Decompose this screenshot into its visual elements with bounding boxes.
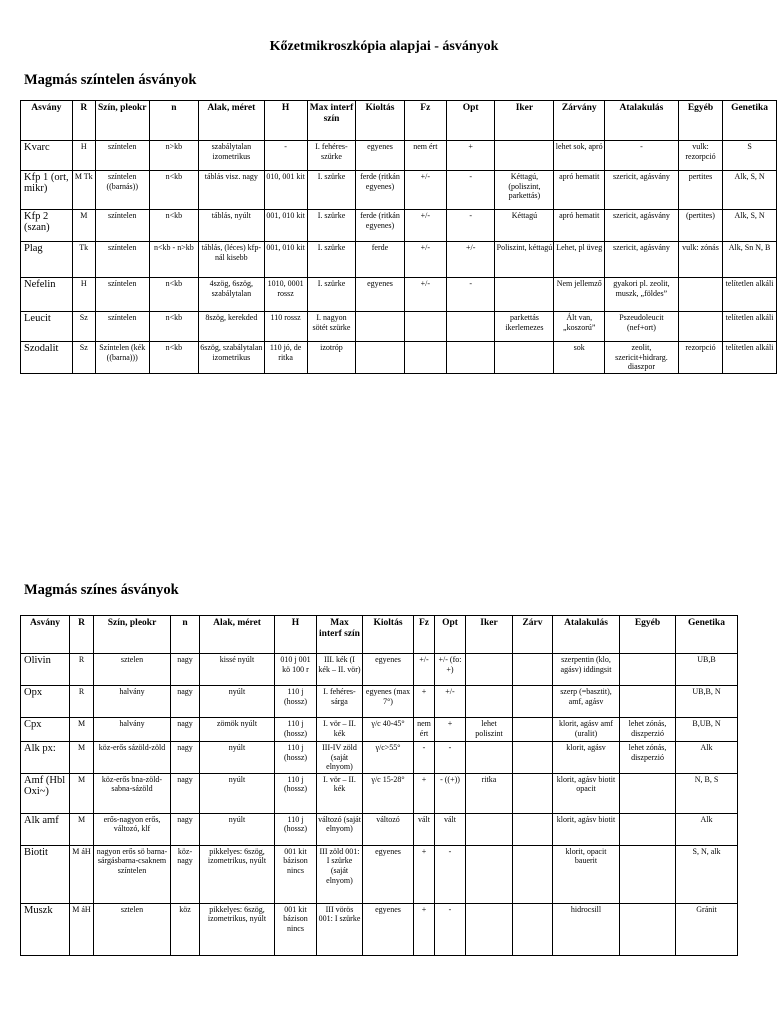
table-cell: 110 j (hossz) <box>275 742 317 774</box>
table-cell: +/- (fo: +) <box>435 654 466 686</box>
table-cell: Alk <box>676 813 738 845</box>
table-cell: + <box>414 773 435 813</box>
table-cell: - <box>264 141 307 171</box>
column-header: Genetika <box>676 616 738 654</box>
table-cell: 8szög, kerekded <box>199 312 264 342</box>
table-cell: M áH <box>70 903 94 955</box>
table-cell: n<kb <box>149 312 199 342</box>
table-cell: Pszeudoleucit (nef+ort) <box>605 312 679 342</box>
column-header: Szín, pleokr <box>94 616 171 654</box>
table-cell: kissé nyúlt <box>200 654 275 686</box>
table-cell: M <box>70 773 94 813</box>
mineral-name-cell: Amf (Hbl Oxi~) <box>21 773 70 813</box>
table-cell: egyenes <box>363 845 414 903</box>
table-cell: 110 j (hossz) <box>275 718 317 742</box>
table-row <box>21 242 777 278</box>
table-cell <box>466 903 513 955</box>
table-cell: 001, 010 kit <box>264 242 307 278</box>
table-cell: erős-nagyon erős, változó, klf <box>94 813 171 845</box>
table-cell: +/- <box>404 210 446 242</box>
table-cell <box>513 845 553 903</box>
table-cell: változó <box>363 813 414 845</box>
table-cell: - <box>435 742 466 774</box>
table-cell <box>513 742 553 774</box>
table-row <box>21 742 738 774</box>
table-cell: R <box>70 654 94 686</box>
column-header: Opt <box>446 101 495 141</box>
table-cell: H <box>72 141 95 171</box>
table-cell: egyenes <box>363 654 414 686</box>
table-cell: nyúlt <box>200 813 275 845</box>
table-cell: Alk, S, N <box>723 171 777 210</box>
table-cell <box>620 773 676 813</box>
table-cell: ferde (ritkán egyenes) <box>356 210 405 242</box>
mineral-name-cell: Leucit <box>21 312 73 342</box>
table-cell: nyúlt <box>200 742 275 774</box>
table-cell: 4szög, 6szög, szabálytalan <box>199 278 264 312</box>
table-cell: III vörös 001: I szürke <box>317 903 363 955</box>
table-cell: vált <box>414 813 435 845</box>
table-cell: nagy <box>171 718 200 742</box>
table-row <box>21 813 738 845</box>
table-cell: klorit, opacit bauerit <box>553 845 620 903</box>
table-cell: UB,B <box>676 654 738 686</box>
table-cell: köz-erős bna-zöld-sabna-sázöld <box>94 773 171 813</box>
column-header: H <box>264 101 307 141</box>
mineral-name-cell: Alk px: <box>21 742 70 774</box>
table-cell <box>620 654 676 686</box>
table-cell: telítetlen alkáli <box>723 278 777 312</box>
column-header: Max interf szín <box>307 101 356 141</box>
table-cell <box>513 718 553 742</box>
table-cell: apró hematit <box>554 171 605 210</box>
table-cell: egyenes (max 7°) <box>363 686 414 718</box>
column-header: Atalakulás <box>605 101 679 141</box>
table-cell: szerpentin (klo, agásv) iddingsit <box>553 654 620 686</box>
mineral-name-cell: Szodalit <box>21 342 73 374</box>
table-cell: Alk, Sn N, B <box>723 242 777 278</box>
table-cell <box>678 312 722 342</box>
table-cell: Színtelen (kék ((barna))) <box>95 342 149 374</box>
mineral-name-cell: Cpx <box>21 718 70 742</box>
table-cell: Sz <box>72 312 95 342</box>
table-cell: táblás, nyúlt <box>199 210 264 242</box>
table-cell: vulk: rezorpció <box>678 141 722 171</box>
table-cell: I. fehéres-sárga <box>317 686 363 718</box>
table-cell: 010 j 001 kö 100 r <box>275 654 317 686</box>
table-cell: γ/c>55° <box>363 742 414 774</box>
table-cell: vált <box>435 813 466 845</box>
table-cell <box>466 813 513 845</box>
mineral-name-cell: Olivin <box>21 654 70 686</box>
table-cell: klorit, agásv <box>553 742 620 774</box>
table-cell: - <box>446 278 495 312</box>
table-cell: S, N, alk <box>676 845 738 903</box>
table-cell: szericit, agásvány <box>605 210 679 242</box>
table-row <box>21 171 777 210</box>
table-cell: telítetlen alkáli <box>723 312 777 342</box>
column-header: Kioltás <box>363 616 414 654</box>
table-cell: Kéttagú, (poliszint, parkettás) <box>495 171 554 210</box>
table-cell: I. fehéres-szürke <box>307 141 356 171</box>
column-header: H <box>275 616 317 654</box>
table-cell <box>513 903 553 955</box>
table-cell: 1010, 0001 rossz <box>264 278 307 312</box>
table-cell: nagyon erős sö barna-sárgásbarna-csaknem színtelen <box>94 845 171 903</box>
table-cell: M <box>72 210 95 242</box>
table-cell: 110 j (hossz) <box>275 773 317 813</box>
table-cell: lehet sok, apró <box>554 141 605 171</box>
table-row <box>21 903 738 955</box>
table-cell: Alk <box>676 742 738 774</box>
table-cell: I. szürke <box>307 210 356 242</box>
mineral-name-cell: Plag <box>21 242 73 278</box>
table-cell: köz-nagy <box>171 845 200 903</box>
table-cell: 110 j (hossz) <box>275 813 317 845</box>
table-cell: halvány <box>94 718 171 742</box>
table-cell: pikkelyes: 6szög, izometrikus, nyúlt <box>200 903 275 955</box>
column-header: Asvány <box>21 101 73 141</box>
table-cell: +/- <box>404 242 446 278</box>
table-cell: sztelen <box>94 903 171 955</box>
table-cell <box>513 813 553 845</box>
table-cell: zömök nyúlt <box>200 718 275 742</box>
table-cell: I. szürke <box>307 171 356 210</box>
mineral-name-cell: Kfp 2 (szan) <box>21 210 73 242</box>
table-cell: III-IV zöld (saját elnyom) <box>317 742 363 774</box>
table-cell: - ((+)) <box>435 773 466 813</box>
table-cell: zeolit, szericit+hidrarg. diaszpor <box>605 342 679 374</box>
table-cell: Poliszint, kéttagú <box>495 242 554 278</box>
table-cell: + <box>446 141 495 171</box>
table-cell: M <box>70 718 94 742</box>
mineral-name-cell: Nefelin <box>21 278 73 312</box>
table-cell: lehet poliszint <box>466 718 513 742</box>
table-cell: I. vör – II. kék <box>317 773 363 813</box>
table-row <box>21 312 777 342</box>
table-cell: n<kb <box>149 342 199 374</box>
table-cell: változó (saját elnyom) <box>317 813 363 845</box>
table-cell <box>513 686 553 718</box>
table-cell: vulk: zónás <box>678 242 722 278</box>
table-cell: parkettás ikerlemezes <box>495 312 554 342</box>
table-row <box>21 141 777 171</box>
column-header: R <box>72 101 95 141</box>
table-cell <box>446 312 495 342</box>
table-cell: lehet zónás, diszperzió <box>620 718 676 742</box>
table-row <box>21 686 738 718</box>
table-cell: III zöld 001: I szürke (saját elnyom) <box>317 845 363 903</box>
table-cell <box>678 278 722 312</box>
column-header: Iker <box>495 101 554 141</box>
table-cell: egyenes <box>356 278 405 312</box>
table-cell <box>446 342 495 374</box>
column-header: n <box>171 616 200 654</box>
table-cell: nagy <box>171 813 200 845</box>
table-cell: táblás visz. nagy <box>199 171 264 210</box>
table-cell: n<kb <box>149 210 199 242</box>
table-cell: n<kb <box>149 171 199 210</box>
table-cell: III. kék (I kék – II. vör) <box>317 654 363 686</box>
table-cell: klorit, agásv biotit opacit <box>553 773 620 813</box>
table-cell: hidrocsill <box>553 903 620 955</box>
column-header: Asvány <box>21 616 70 654</box>
column-header: Szín, pleokr <box>95 101 149 141</box>
section-title-colorless: Magmás színtelen ásványok <box>24 72 197 88</box>
table-cell: γ/c 15-28° <box>363 773 414 813</box>
table-header-row <box>21 616 738 654</box>
column-header: Opt <box>435 616 466 654</box>
table-cell: nagy <box>171 742 200 774</box>
table-cell: +/- <box>435 686 466 718</box>
table-cell: M áH <box>70 845 94 903</box>
table-cell: izotróp <box>307 342 356 374</box>
table-cell: pertites <box>678 171 722 210</box>
table-cell: +/- <box>446 242 495 278</box>
table-cell: pikkelyes: 6szög, izometrikus, nyúlt <box>200 845 275 903</box>
table-cell <box>495 342 554 374</box>
table-row <box>21 773 738 813</box>
table-cell: nagy <box>171 686 200 718</box>
table-cell: B,UB, N <box>676 718 738 742</box>
table-cell: I. vör – II. kék <box>317 718 363 742</box>
table-cell: S <box>723 141 777 171</box>
table-cell: színtelen ((barnás)) <box>95 171 149 210</box>
table-cell: sztelen <box>94 654 171 686</box>
document-title: Kőzetmikroszkópia alapjai - ásványok <box>269 39 499 54</box>
table-cell: nem ért <box>414 718 435 742</box>
table-cell: 001 kit bázison nincs <box>275 903 317 955</box>
table-cell: 6szög, szabálytalan izometrikus <box>199 342 264 374</box>
table-cell: Ált van, „koszorú” <box>554 312 605 342</box>
colored-minerals-table <box>20 615 738 956</box>
table-cell: színtelen <box>95 141 149 171</box>
table-cell: szericit, agásvány <box>605 171 679 210</box>
table-cell: klorit, agásv biotit <box>553 813 620 845</box>
column-header: Fz <box>404 101 446 141</box>
table-cell: M <box>70 813 94 845</box>
table-cell: ritka <box>466 773 513 813</box>
table-cell: + <box>414 686 435 718</box>
table-cell: Alk, S, N <box>723 210 777 242</box>
mineral-name-cell: Alk amf <box>21 813 70 845</box>
table-cell: + <box>414 845 435 903</box>
table-row <box>21 654 738 686</box>
column-header: Fz <box>414 616 435 654</box>
table-cell: n<kb <box>149 278 199 312</box>
column-header: Max interf szín <box>317 616 363 654</box>
table-cell: N, B, S <box>676 773 738 813</box>
table-cell <box>495 278 554 312</box>
table-cell: nyúlt <box>200 686 275 718</box>
column-header: Egyéb <box>620 616 676 654</box>
table-cell: +/- <box>404 278 446 312</box>
table-cell <box>495 141 554 171</box>
table-cell: 010, 001 kit <box>264 171 307 210</box>
table-cell: - <box>446 171 495 210</box>
table-cell: n<kb - n>kb <box>149 242 199 278</box>
table-cell: rezorpció <box>678 342 722 374</box>
column-header: Alak, méret <box>199 101 264 141</box>
table-cell: Tk <box>72 242 95 278</box>
table-cell: sok <box>554 342 605 374</box>
table-cell: színtelen <box>95 210 149 242</box>
table-cell: apró hematit <box>554 210 605 242</box>
table-cell: szerp (=basztit), amf, agásv <box>553 686 620 718</box>
table-cell: színtelen <box>95 242 149 278</box>
column-header: n <box>149 101 199 141</box>
table-cell: Lehet, pl üveg <box>554 242 605 278</box>
mineral-name-cell: Kfp 1 (ort, mikr) <box>21 171 73 210</box>
table-cell: nagy <box>171 654 200 686</box>
table-cell: halvány <box>94 686 171 718</box>
table-cell <box>466 845 513 903</box>
table-cell: n>kb <box>149 141 199 171</box>
table-row <box>21 278 777 312</box>
column-header: Zárvány <box>554 101 605 141</box>
table-cell: 110 j (hossz) <box>275 686 317 718</box>
table-cell <box>620 903 676 955</box>
table-cell: +/- <box>404 171 446 210</box>
table-cell: UB,B, N <box>676 686 738 718</box>
table-cell: 001, 010 kit <box>264 210 307 242</box>
table-cell: - <box>446 210 495 242</box>
table-cell <box>513 773 553 813</box>
table-row <box>21 342 777 374</box>
table-row <box>21 845 738 903</box>
table-cell: M Tk <box>72 171 95 210</box>
mineral-name-cell: Kvarc <box>21 141 73 171</box>
column-header: Kioltás <box>356 101 405 141</box>
table-cell: egyenes <box>363 903 414 955</box>
column-header: Zárv <box>513 616 553 654</box>
table-cell <box>404 342 446 374</box>
table-cell <box>404 312 446 342</box>
table-cell: szericit, agásvány <box>605 242 679 278</box>
column-header: Genetika <box>723 101 777 141</box>
table-cell: lehet zónás, diszperzió <box>620 742 676 774</box>
table-cell: - <box>605 141 679 171</box>
table-cell: gyakori pl. zeolit, muszk, „földes” <box>605 278 679 312</box>
table-cell: szabálytalan izometrikus <box>199 141 264 171</box>
table-cell: 001 kit bázison nincs <box>275 845 317 903</box>
table-cell: + <box>414 903 435 955</box>
table-cell: γ/c 40-45° <box>363 718 414 742</box>
table-cell: nagy <box>171 773 200 813</box>
column-header: Iker <box>466 616 513 654</box>
table-cell: nyúlt <box>200 773 275 813</box>
table-cell: klorit, agásv amf (uralit) <box>553 718 620 742</box>
column-header: Alak, méret <box>200 616 275 654</box>
table-cell <box>356 312 405 342</box>
table-cell: Nem jellemző <box>554 278 605 312</box>
table-cell <box>356 342 405 374</box>
table-cell: 110 rossz <box>264 312 307 342</box>
table-cell <box>513 654 553 686</box>
table-cell: +/- <box>414 654 435 686</box>
table-row <box>21 210 777 242</box>
table-cell <box>620 686 676 718</box>
table-cell: egyenes <box>356 141 405 171</box>
table-cell: - <box>435 845 466 903</box>
table-cell: I. szürke <box>307 242 356 278</box>
table-cell <box>466 654 513 686</box>
colorless-minerals-table <box>20 100 777 374</box>
table-cell: Kéttagú <box>495 210 554 242</box>
table-cell: nem ért <box>404 141 446 171</box>
mineral-name-cell: Opx <box>21 686 70 718</box>
table-cell: köz <box>171 903 200 955</box>
table-cell: R <box>70 686 94 718</box>
section-title-colored: Magmás színes ásványok <box>24 582 179 598</box>
table-header-row <box>21 101 777 141</box>
table-cell: M <box>70 742 94 774</box>
table-cell: (pertites) <box>678 210 722 242</box>
table-cell: I. szürke <box>307 278 356 312</box>
table-cell <box>466 686 513 718</box>
table-cell <box>620 845 676 903</box>
table-row <box>21 718 738 742</box>
table-cell: színtelen <box>95 278 149 312</box>
table-cell: telítetlen alkáli <box>723 342 777 374</box>
table-cell: táblás, (léces) kfp-nál kisebb <box>199 242 264 278</box>
mineral-name-cell: Muszk <box>21 903 70 955</box>
table-cell <box>620 813 676 845</box>
table-cell: - <box>414 742 435 774</box>
table-cell <box>466 742 513 774</box>
table-cell: színtelen <box>95 312 149 342</box>
table-cell: H <box>72 278 95 312</box>
table-cell: + <box>435 718 466 742</box>
table-cell: 110 jó, de ritka <box>264 342 307 374</box>
table-cell: - <box>435 903 466 955</box>
column-header: R <box>70 616 94 654</box>
column-header: Atalakulás <box>553 616 620 654</box>
table-cell: I. nagyon sötét szürke <box>307 312 356 342</box>
column-header: Egyéb <box>678 101 722 141</box>
table-cell: Sz <box>72 342 95 374</box>
table-cell: ferde (ritkán egyenes) <box>356 171 405 210</box>
mineral-name-cell: Biotit <box>21 845 70 903</box>
table-cell: ferde <box>356 242 405 278</box>
table-cell: köz-erős sázöld-zöld <box>94 742 171 774</box>
table-cell: Gránit <box>676 903 738 955</box>
